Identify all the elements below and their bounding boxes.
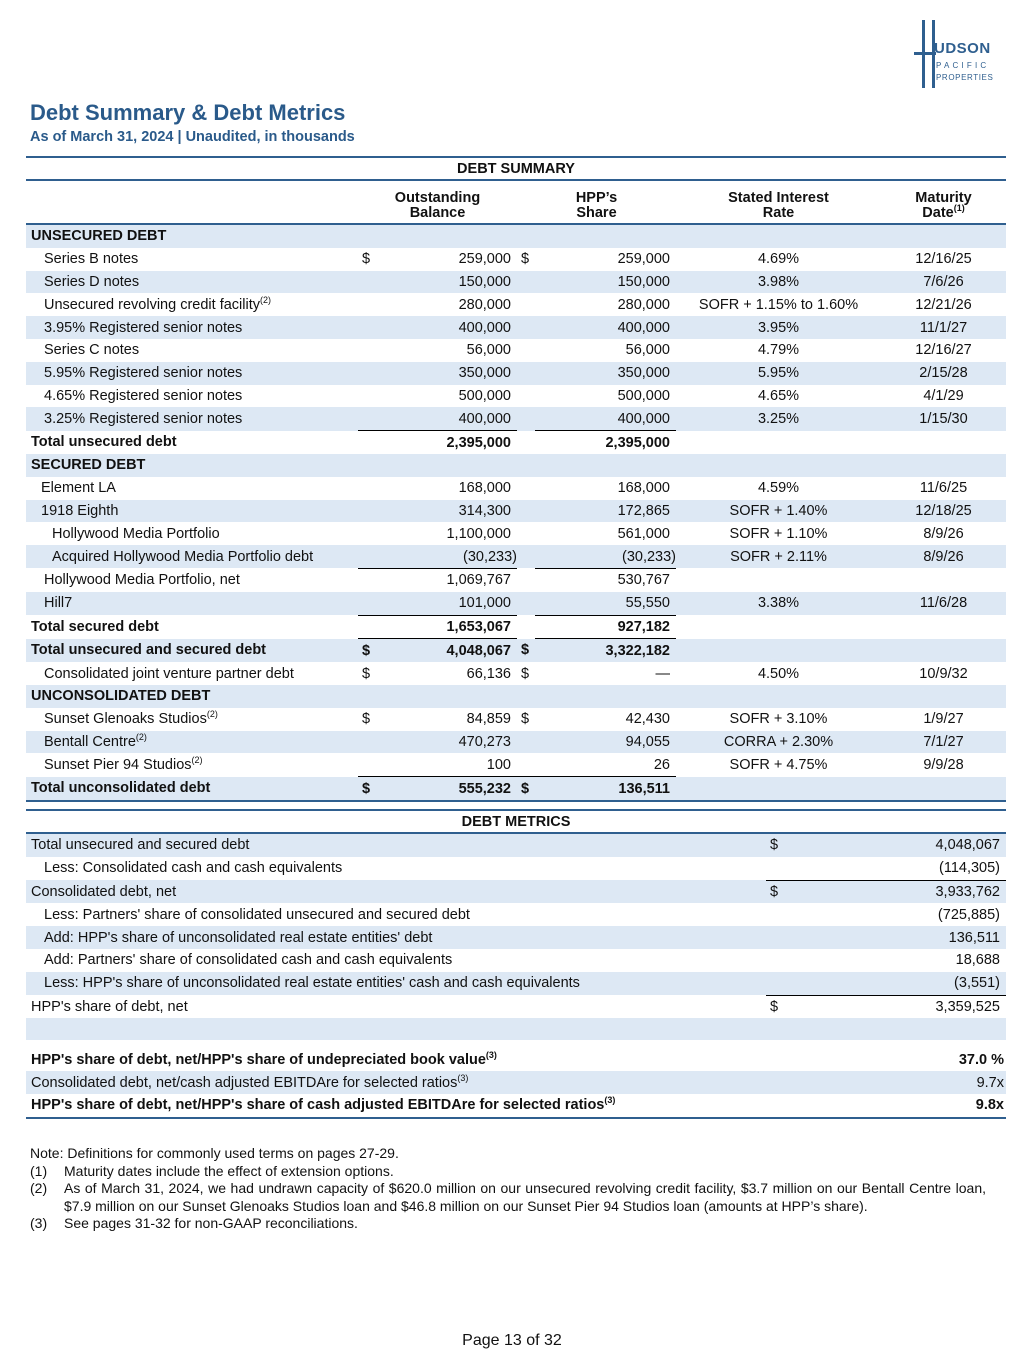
metrics-label: Less: Consolidated cash and cash equivalents (44, 860, 343, 877)
currency-symbol (517, 731, 535, 754)
footnote-ref: (3) (604, 1095, 616, 1106)
col-header-balance: Outstanding Balance (358, 180, 517, 224)
row-label: Sunset Pier 94 Studios$^{(2)}$ (44, 755, 203, 773)
metrics-row (26, 833, 1006, 857)
debt-metrics-title-row (26, 810, 1006, 833)
interest-rate: SOFR + 3.10% (729, 711, 828, 728)
maturity-date: 2/15/28 (881, 362, 1006, 385)
debt-metrics-title: DEBT METRICS (26, 810, 1006, 833)
currency-symbol (517, 385, 535, 408)
outstanding-balance: 350,000 (376, 362, 517, 385)
row-label: HPP's share of debt, net/HPP's share of cash adjusted EBITDAre for selected ratios$^{(3)}$ (26, 1094, 866, 1118)
row-label: Consolidated debt, net/cash adjusted EBITDAre for selected ratios$^{(3)}$ (26, 1071, 866, 1094)
debt-summary-table (26, 156, 1006, 802)
metrics-value: 4,048,067 (866, 833, 1006, 857)
metrics-value: 18,688 (955, 952, 1000, 969)
unsecured-header: UNSECURED DEBT (26, 224, 1006, 248)
currency-symbol (517, 316, 535, 339)
maturity-date: 7/6/26 (881, 271, 1006, 294)
page-title: Debt Summary & Debt Metrics (30, 100, 346, 125)
footnote-item (30, 1215, 986, 1233)
spacer-row (26, 1040, 1006, 1048)
currency-symbol (766, 949, 866, 972)
table-row-total-unsecured-secured: Total unsecured and secured debt $ 4,048,067 $ 3,322,182 (26, 639, 1006, 662)
currency-symbol: $ (770, 998, 779, 1015)
company-logo (914, 20, 1004, 88)
currency-symbol (358, 293, 376, 316)
table-row (26, 753, 1006, 776)
table-row: Hollywood Media Portfolio, net 1,069,767 530,767 (44, 572, 670, 589)
metrics-label: Less: HPP's share of unconsolidated real estate entities' cash and cash equivalents (26, 972, 766, 995)
outstanding-balance: 259,000 (458, 251, 511, 268)
footnote-ref: (2) (206, 709, 218, 720)
ratio-rows (26, 1048, 1006, 1117)
currency-symbol (358, 385, 376, 408)
metrics-row (26, 903, 1006, 926)
currency-symbol: $ (766, 833, 866, 857)
hpp-share: 94,055 (535, 731, 676, 754)
interest-rate: 5.95% (676, 362, 881, 385)
maturity-date: 12/21/26 (915, 296, 972, 313)
hpp-share: 500,000 (617, 387, 670, 404)
table-row (26, 362, 1006, 385)
metrics-label: Less: Partners' share of consolidated unsecured and secured debt (44, 906, 470, 923)
metrics-row (26, 972, 1006, 995)
footnote-item (30, 1163, 986, 1181)
table-row: Consolidated joint venture partner debt $ 66,136 $ — 4.50% 10/9/32 (44, 665, 968, 682)
currency-symbol: $ (362, 251, 371, 268)
ratio-row (26, 1048, 1006, 1071)
footnote-text: As of March 31, 2024, we had undrawn capacity of $620.0 million on our unsecured revolving credit facility, $3.7 million on our Bentall Centre loan, $7.9 million on our Sunset Glenoaks Studios loan and $46.8 million on our Sunset Pier 94 Studios loan (amounts at HPP’s share). (64, 1180, 986, 1214)
table-row (26, 271, 1006, 294)
currency-symbol: $ (766, 880, 866, 903)
row-label: 3.95% Registered senior notes (26, 316, 358, 339)
logo-sub-pacific: PACIFIC (936, 61, 990, 70)
table-row-total-secured: Total secured debt 1,653,067 927,182 (26, 615, 1006, 639)
maturity-date: 1/15/30 (881, 407, 1006, 430)
maturity-date: 4/1/29 (923, 387, 964, 404)
metrics-label: HPP's share of debt, net (31, 998, 188, 1015)
table-row: Hill7 101,000 55,550 3.38% 11/6/28 (26, 592, 1006, 615)
hpp-share: 56,000 (625, 342, 670, 359)
debt-metrics-table (26, 809, 1006, 1119)
hpp-share: 400,000 (535, 316, 676, 339)
maturity-date: 9/9/28 (923, 756, 964, 773)
currency-symbol (517, 293, 535, 316)
footnote-number: (3) (30, 1215, 48, 1231)
hpp-share: 350,000 (535, 362, 676, 385)
metrics-value: 3,359,525 (935, 998, 1000, 1015)
currency-symbol: $ (521, 251, 530, 268)
row-label: 3.25% Registered senior notes (26, 407, 358, 430)
unconsolidated-header: UNCONSOLIDATED DEBT (26, 685, 1006, 708)
row-label: Series D notes (26, 271, 358, 294)
hpp-share: 259,000 (617, 251, 670, 268)
debt-metrics-rows (26, 833, 1006, 1018)
interest-rate: 4.65% (757, 387, 800, 404)
table-row (26, 407, 1006, 430)
footnote-ref: (2) (191, 755, 203, 766)
interest-rate: 4.69% (757, 251, 800, 268)
col-header-maturity: Maturity Date$^{(1)}$ (881, 180, 1006, 224)
debt-summary-title: DEBT SUMMARY (26, 157, 1006, 180)
currency-symbol (358, 316, 376, 339)
hpp-share: 280,000 (617, 296, 670, 313)
table-row: 1918 Eighth 314,300 172,865 SOFR + 1.40% 12/18/25 (26, 500, 1006, 523)
metrics-label: Add: Partners' share of consolidated cash and cash equivalents (44, 952, 453, 969)
row-label: 4.65% Registered senior notes (44, 387, 243, 404)
currency-symbol (766, 926, 866, 949)
currency-symbol (358, 339, 376, 362)
footnote-ref: (3) (485, 1049, 497, 1060)
interest-rate: 4.79% (757, 342, 800, 359)
metrics-value: (114,305) (866, 857, 1006, 880)
ratio-value: 9.7x (866, 1071, 1006, 1094)
hpp-share: 150,000 (535, 271, 676, 294)
unsecured-debt-rows (26, 248, 1006, 431)
table-row-total-unconsolidated: Total unconsolidated debt $ 555,232 $ 136,511 (26, 777, 1006, 801)
section-header-row (26, 685, 1006, 708)
currency-symbol: $ (521, 711, 530, 728)
footnote-ref: (2) (135, 732, 147, 743)
table-row: Element LA 168,000 168,000 4.59% 11/6/25 (41, 480, 968, 497)
row-label: Unsecured revolving credit facility$^{(2)}$ (44, 294, 271, 313)
metrics-row (26, 926, 1006, 949)
currency-symbol (358, 753, 376, 776)
row-label: Bentall Centre$^{(2)}$ (26, 731, 358, 754)
outstanding-balance: 400,000 (376, 407, 517, 430)
table-row (26, 339, 1006, 362)
footnote-ref: (2) (259, 294, 271, 305)
currency-symbol (517, 753, 535, 776)
col-header-rate: Stated Interest Rate (676, 180, 881, 224)
table-row (26, 248, 1006, 271)
interest-rate: 3.25% (676, 407, 881, 430)
metrics-row (26, 857, 1006, 880)
outstanding-balance: 150,000 (376, 271, 517, 294)
column-header-row (26, 180, 1006, 224)
logo-wordmark: UDSON (934, 40, 991, 57)
ratio-value: 37.0 % (958, 1051, 1004, 1068)
table-row (26, 293, 1006, 316)
outstanding-balance: 84,859 (466, 711, 511, 728)
table-row (26, 708, 1006, 731)
ratio-row (26, 1094, 1006, 1118)
table-row-total-unsecured: Total unsecured debt 2,395,000 2,395,000 (26, 431, 1006, 454)
metrics-row (26, 880, 1006, 903)
interest-rate: CORRA + 2.30% (676, 731, 881, 754)
metrics-label: Add: HPP's share of unconsolidated real estate entities' debt (26, 926, 766, 949)
hpp-share: 400,000 (535, 407, 676, 430)
currency-symbol (766, 972, 866, 995)
debt-summary-title-row (26, 157, 1006, 180)
currency-symbol (517, 271, 535, 294)
currency-symbol (766, 857, 866, 880)
metrics-value: 136,511 (866, 926, 1006, 949)
currency-symbol (517, 339, 535, 362)
section-header-row (26, 224, 1006, 248)
interest-rate: 3.98% (676, 271, 881, 294)
page-subtitle: As of March 31, 2024 | Unaudited, in thousands (30, 129, 355, 145)
maturity-date: 11/1/27 (881, 316, 1006, 339)
unconsolidated-debt-rows (26, 708, 1006, 777)
outstanding-balance: 500,000 (458, 387, 511, 404)
table-row (26, 731, 1006, 754)
row-label: Sunset Glenoaks Studios$^{(2)}$ (44, 709, 218, 728)
footnotes (30, 1145, 986, 1233)
row-label: 5.95% Registered senior notes (26, 362, 358, 385)
footnote-text: Maturity dates include the effect of extension options. (64, 1162, 394, 1179)
ratio-row (26, 1071, 1006, 1094)
outstanding-balance: 470,273 (376, 731, 517, 754)
metrics-row (26, 949, 1006, 972)
col-header-share: HPP’s Share (517, 180, 676, 224)
maturity-date: 1/9/27 (923, 711, 964, 728)
row-label: Series C notes (44, 342, 140, 359)
notes-intro: Note: Definitions for commonly used terms on pages 27-29. (30, 1145, 399, 1161)
currency-symbol (358, 407, 376, 430)
interest-rate: SOFR + 1.15% to 1.60% (698, 296, 859, 313)
table-row: Acquired Hollywood Media Portfolio debt (30,233) (30,233) SOFR + 2.11% 8/9/26 (26, 545, 1006, 568)
table-row (26, 385, 1006, 408)
currency-symbol (358, 731, 376, 754)
footnote-ref: (3) (457, 1072, 469, 1083)
secured-header: SECURED DEBT (26, 454, 1006, 477)
ratio-value: 9.8x (866, 1094, 1006, 1118)
footnote-number: (1) (30, 1162, 48, 1179)
outstanding-balance: 280,000 (458, 296, 511, 313)
metrics-row (26, 995, 1006, 1018)
row-label: Series B notes (44, 251, 139, 268)
currency-symbol (358, 271, 376, 294)
interest-rate: 3.95% (676, 316, 881, 339)
metrics-value: 3,933,762 (866, 880, 1006, 903)
metrics-label: Total unsecured and secured debt (26, 833, 766, 857)
hpp-share: 26 (535, 753, 676, 776)
section-header-row (26, 454, 1006, 477)
metrics-value: (725,885) (937, 906, 1000, 923)
currency-symbol (358, 362, 376, 385)
maturity-date: 7/1/27 (881, 731, 1006, 754)
currency-symbol (517, 407, 535, 430)
table-row: Hollywood Media Portfolio 1,100,000 561,000 SOFR + 1.10% 8/9/26 (52, 525, 964, 542)
maturity-date: 12/16/27 (915, 342, 972, 359)
outstanding-balance: 56,000 (466, 342, 511, 359)
table-row (26, 316, 1006, 339)
spacer-row (26, 1018, 1006, 1040)
row-label: HPP's share of debt, net/HPP's share of undepreciated book value$^{(3)}$ (31, 1049, 497, 1068)
footnote-number: (2) (30, 1180, 48, 1196)
page-number: Page 13 of 32 (462, 1332, 562, 1349)
footnote-item (30, 1180, 986, 1215)
footnote-text: See pages 31-32 for non-GAAP reconciliations. (64, 1215, 358, 1231)
currency-symbol: $ (362, 711, 371, 728)
currency-symbol (766, 903, 866, 926)
outstanding-balance: 100 (376, 753, 517, 776)
maturity-date: 12/16/25 (915, 251, 972, 268)
metrics-value: (3,551) (866, 972, 1006, 995)
outstanding-balance: 400,000 (376, 316, 517, 339)
currency-symbol (517, 362, 535, 385)
metrics-label: Consolidated debt, net (26, 880, 766, 903)
interest-rate: SOFR + 4.75% (729, 756, 828, 773)
hpp-share: 42,430 (625, 711, 670, 728)
logo-sub-properties: PROPERTIES (936, 73, 994, 82)
